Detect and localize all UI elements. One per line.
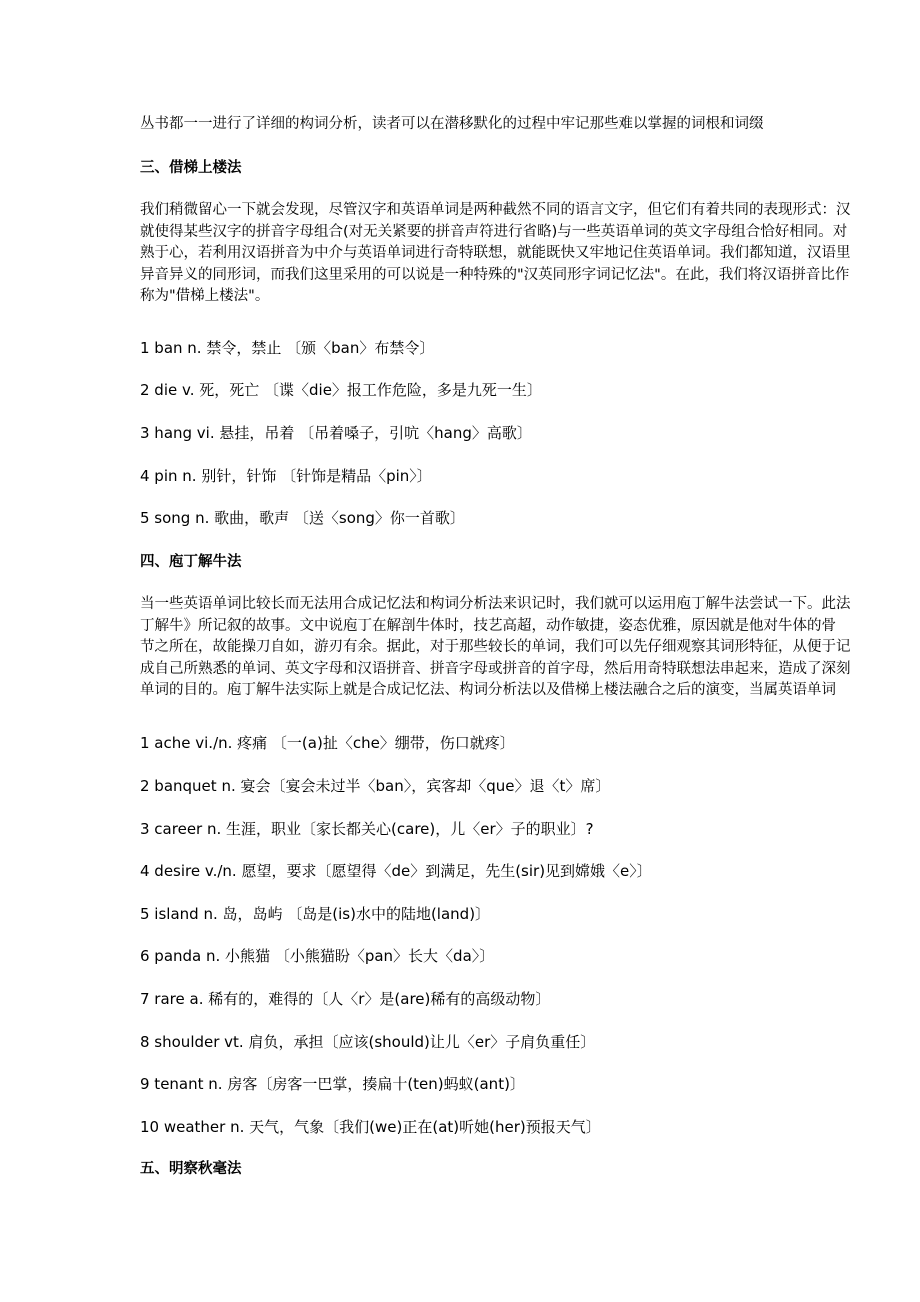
vocab-entry: 1 ban n. 禁令，禁止 〔颁〈ban〉布禁令〕 xyxy=(140,339,435,357)
vocab-entry: 7 rare a. 稀有的，难得的〔人〈r〉是(are)稀有的高级动物〕 xyxy=(140,990,551,1008)
vocab-entry: 2 banquet n. 宴会〔宴会未过半〈ban〉，宾客却〈que〉退〈t〉席〕 xyxy=(140,777,611,795)
vocab-entry: 6 panda n. 小熊猫 〔小熊猫盼〈pan〉长大〈da〉〕 xyxy=(140,947,495,965)
vocab-entry: 8 shoulder vt. 肩负，承担〔应该(should)让儿〈er〉子肩负重任〕 xyxy=(140,1033,596,1051)
vocab-entry: 2 die v. 死，死亡 〔谍〈die〉报工作危险，多是九死一生〕 xyxy=(140,381,542,399)
paragraph-line: 节之所在，故能操刀自如，游刃有余。据此，对于那些较长的单词，我们可以先仔细观察其词形特征，从便于记 xyxy=(140,639,851,655)
section-3-heading: 三、借梯上楼法 xyxy=(140,160,242,176)
paragraph-line: 称为"借梯上楼法"。 xyxy=(140,288,270,304)
vocab-entry: 5 song n. 歌曲，歌声 〔送〈song〉你一首歌〕 xyxy=(140,509,465,527)
vocab-entry: 10 weather n. 天气，气象〔我们(we)正在(at)听她(her)预报天气〕 xyxy=(140,1118,601,1136)
paragraph-line: 当一些英语单词比较长而无法用合成记忆法和构词分析法来识记时，我们就可以运用庖丁解牛法尝试一下。此法 xyxy=(140,596,851,612)
intro-line: 丛书都一一进行了详细的构词分析，读者可以在潜移默化的过程中牢记那些难以掌握的词根和词缀 xyxy=(140,116,764,132)
vocab-entry: 9 tenant n. 房客〔房客一巴掌，揍扁十(ten)蚂蚁(ant)〕 xyxy=(140,1075,525,1093)
section-4-paragraph xyxy=(140,594,920,702)
paragraph-line: 就使得某些汉字的拼音字母组合(对无关紧要的拼音声符进行省略)与一些英语单词的英文字母组合恰好相同。对 xyxy=(140,223,848,240)
paragraph-line: 我们稍微留心一下就会发现，尽管汉字和英语单词是两种截然不同的语言文字，但它们有着共同的表现形式：汉 xyxy=(140,202,851,218)
paragraph-line: 单词的目的。庖丁解牛法实际上就是合成记忆法、构词分析法以及借梯上楼法融合之后的演变，当属英语单词 xyxy=(140,682,836,698)
vocab-entry: 4 desire v./n. 愿望，要求〔愿望得〈de〉到满足，先生(sir)见到嫦娥〈e〉〕 xyxy=(140,862,652,880)
vocab-entry: 1 ache vi./n. 疼痛 〔一(a)扯〈che〉绷带，伤口就疼〕 xyxy=(140,734,515,752)
vocab-entry: 3 hang vi. 悬挂，吊着 〔吊着嗓子，引吭〈hang〉高歌〕 xyxy=(140,424,532,442)
section-3-paragraph xyxy=(140,200,920,308)
paragraph-line: 异音异义的同形词，而我们这里采用的可以说是一种特殊的"汉英同形字词记忆法"。在此，我们将汉语拼音比作 xyxy=(140,266,850,283)
vocab-entry: 4 pin n. 别针，针饰 〔针饰是精品〈pin〉〕 xyxy=(140,467,432,485)
vocab-entry: 3 career n. 生涯，职业〔家长都关心(care)，儿〈er〉子的职业〕? xyxy=(140,820,594,838)
paragraph-line: 成自己所熟悉的单词、英文字母和汉语拼音、拼音字母或拼音的首字母，然后用奇特联想法串起来，造成了深刻 xyxy=(140,660,851,677)
paragraph-line: 熟于心，若利用汉语拼音为中介与英语单词进行奇特联想，就能既快又牢地记住英语单词。我们都知道，汉语里 xyxy=(140,245,851,261)
paragraph-line: 丁解牛》所记叙的故事。文中说庖丁在解剖牛体时，技艺高超，动作敏捷，姿态优雅，原因就是他对牛体的骨 xyxy=(140,617,836,634)
section-4-heading: 四、庖丁解牛法 xyxy=(140,554,242,570)
section-5-heading: 五、明察秋毫法 xyxy=(140,1161,242,1177)
vocab-entry: 5 island n. 岛，岛屿 〔岛是(is)水中的陆地(land)〕 xyxy=(140,905,491,923)
